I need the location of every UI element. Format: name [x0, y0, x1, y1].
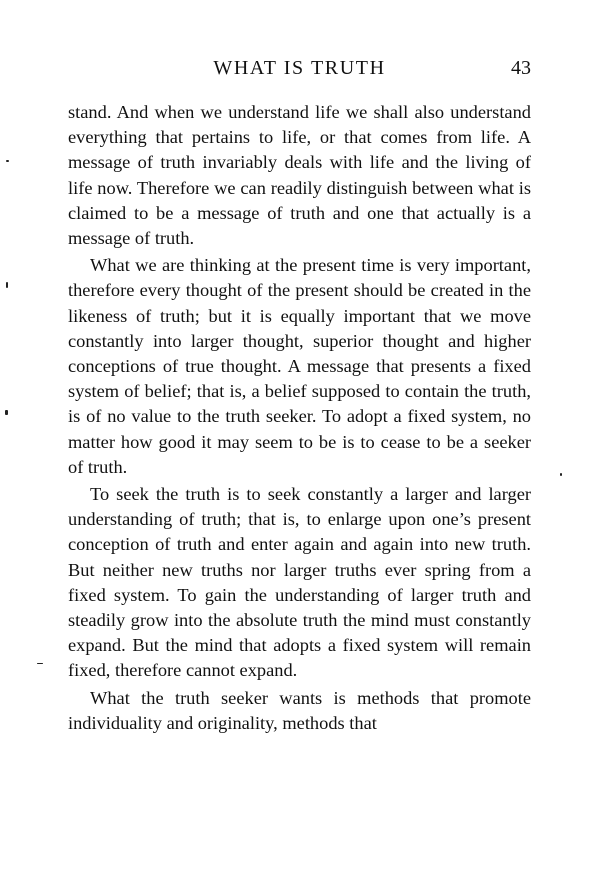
- margin-speck: [5, 410, 8, 415]
- running-title: WHAT IS TRUTH: [213, 57, 386, 79]
- margin-speck: [37, 663, 43, 664]
- margin-speck: [6, 282, 8, 288]
- paragraph-2: What we are thinking at the present time is very important, therefore every thought of the present should be created in the likeness of truth; but it is equally important that we move constantly into larger thought, superior thought and higher conceptions of true thought. A message that presents a fixed system of belief; that is, a belief supposed to contain the truth, is of no value to the truth seeker. To adopt a fixed system, no matter how good it may seem to be is to cease to be a seeker of truth.: [68, 255, 531, 477]
- paragraph-3: To seek the truth is to seek constantly a larger and larger understanding of truth; that is, to enlarge upon one’s present conception of truth and enter again and again into new truth. But neither new truths nor larger truths ever spring from a fixed system. To gain the understanding of larger truth and steadily grow into the absolute truth the mind must constantly expand. But the mind that adopts a fixed system will remain fixed, therefore cannot expand.: [68, 484, 531, 681]
- margin-speck: [560, 473, 562, 476]
- body-text: [68, 100, 531, 736]
- running-head: [68, 54, 531, 82]
- paragraph-4: What the truth seeker wants is methods that promote individuality and originality, methods that: [68, 687, 531, 733]
- paragraph-1: stand. And when we understand life we shall also understand everything that pertains to life, or that comes from life. A message of truth invariably deals with life and the living of life now. Therefore we can readily distinguish between what is claimed to be a message of truth and one that actually is a message of truth.: [68, 102, 531, 249]
- page-number: 43: [511, 57, 531, 79]
- margin-speck: [6, 160, 9, 162]
